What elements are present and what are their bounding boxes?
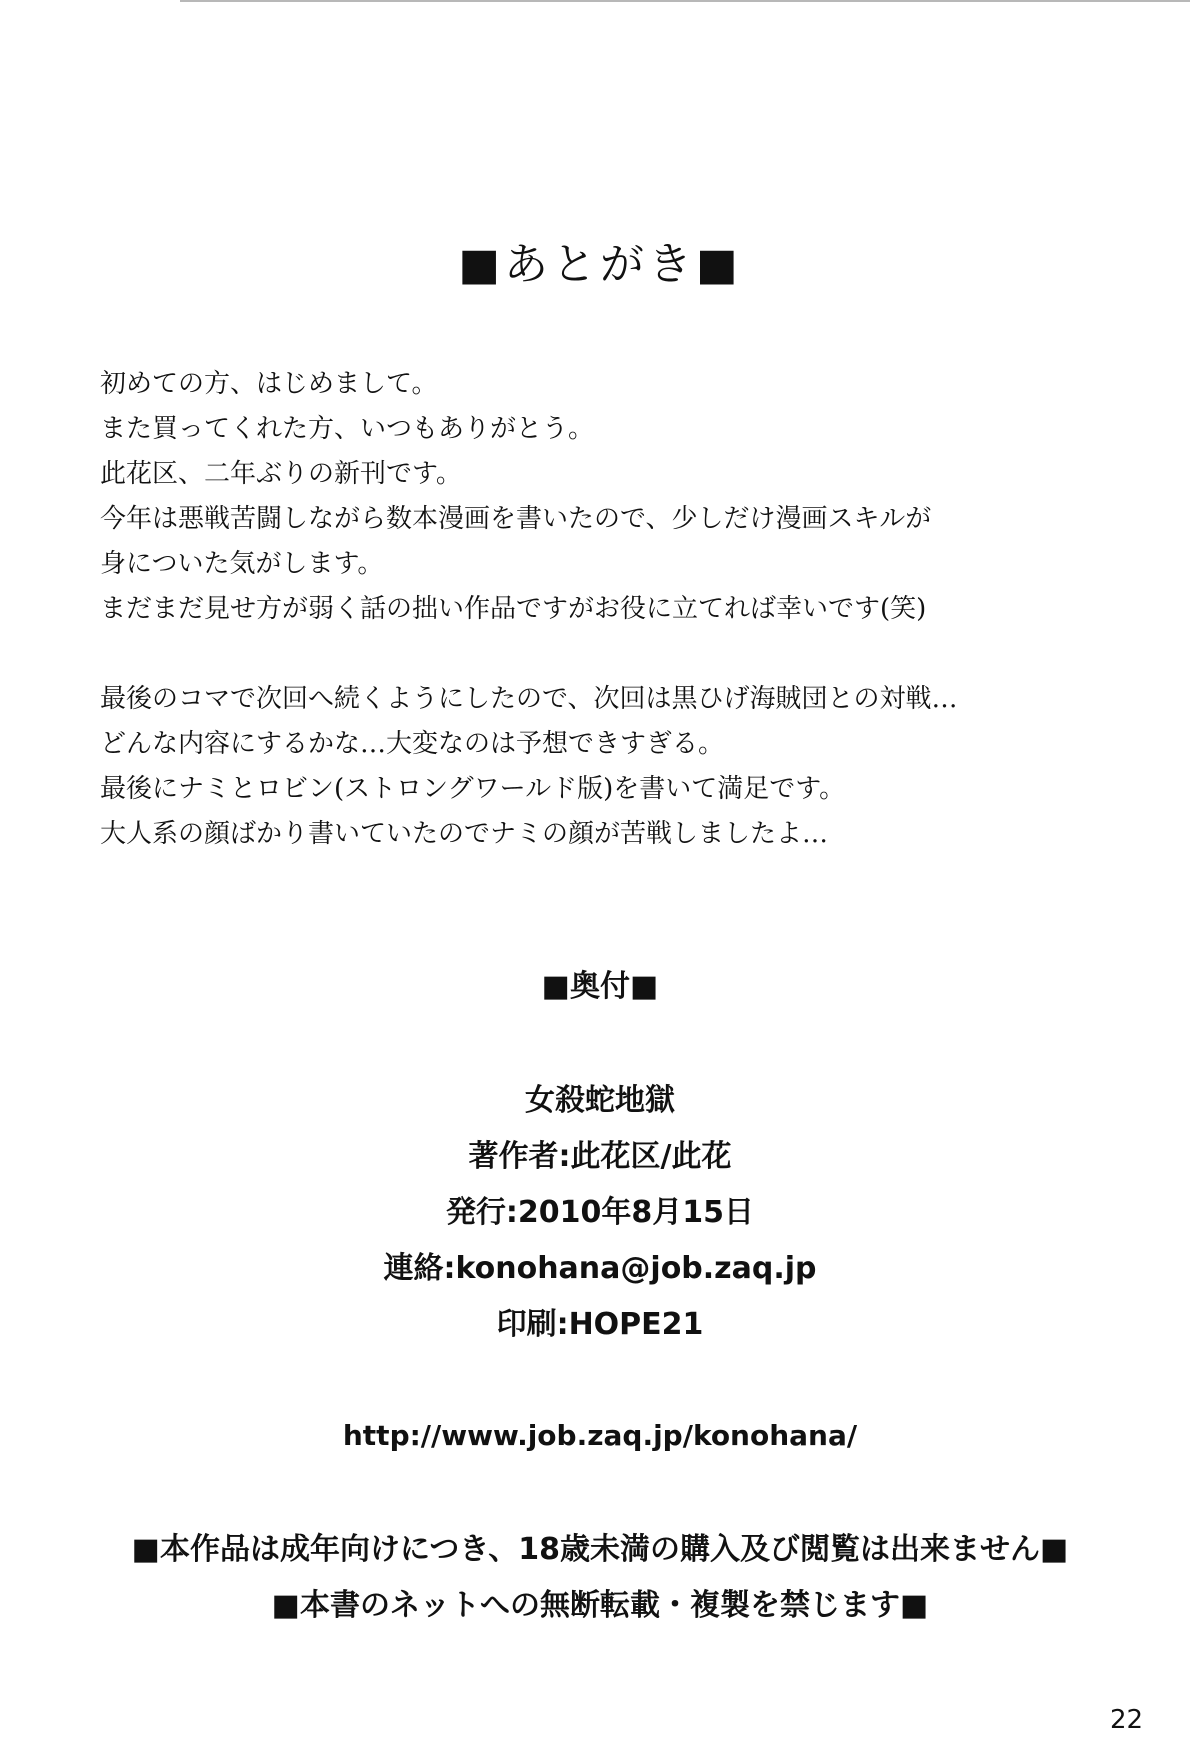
colophon-title: ■奥付■: [541, 969, 659, 1004]
copyright-notice: ■本書のネットへの無断転載・複製を禁じます■: [271, 1588, 929, 1623]
afterword-line: また買ってくれた方、いつもありがとう。: [100, 414, 595, 444]
afterword-line: 此花区、二年ぶりの新刊です。: [100, 459, 462, 489]
afterword-line: 今年は悪戦苦闘しながら数本漫画を書いたので、少しだけ漫画スキルが: [100, 504, 932, 534]
contact-line: 連絡:konohana@job.zaq.jp: [383, 1251, 817, 1286]
printer-line: 印刷:HOPE21: [496, 1307, 704, 1342]
notices: [0, 1522, 1200, 1634]
publish-date-line: 発行:2010年8月15日: [445, 1195, 755, 1230]
page-number: 22: [1110, 1705, 1144, 1735]
afterword-line: 大人系の顔ばかり書いていたのでナミの顔が苦戦しましたよ…: [100, 819, 829, 849]
afterword-line: 最後にナミとロビン(ストロングワールド版)を書いて満足です。: [100, 774, 846, 804]
colophon-list: [0, 1073, 1200, 1353]
afterword-line: 初めての方、はじめまして。: [100, 369, 438, 399]
age-restriction-notice: ■本作品は成年向けにつき、18歳未満の購入及び閲覧は出来ません■: [131, 1532, 1069, 1567]
afterword-line: どんな内容にするかな…大変なのは予想できすぎる。: [100, 729, 725, 759]
afterword-line: 最後のコマで次回へ続くようにしたので、次回は黒ひげ海賊団との対戦…: [100, 684, 958, 714]
afterword-line: まだまだ見せ方が弱く話の拙い作品ですがお役に立てれば幸いです(笑): [100, 594, 927, 624]
author-line: 著作者:此花区/此花: [468, 1139, 732, 1174]
afterword-body: [100, 362, 1120, 857]
top-rule: [180, 0, 1190, 2]
book-title: 女殺蛇地獄: [525, 1083, 675, 1118]
afterword-title: ■あとがき■: [458, 239, 742, 290]
afterword-line: 身についた気がします。: [100, 549, 384, 579]
site-url: http://www.job.zaq.jp/konohana/: [342, 1419, 858, 1452]
